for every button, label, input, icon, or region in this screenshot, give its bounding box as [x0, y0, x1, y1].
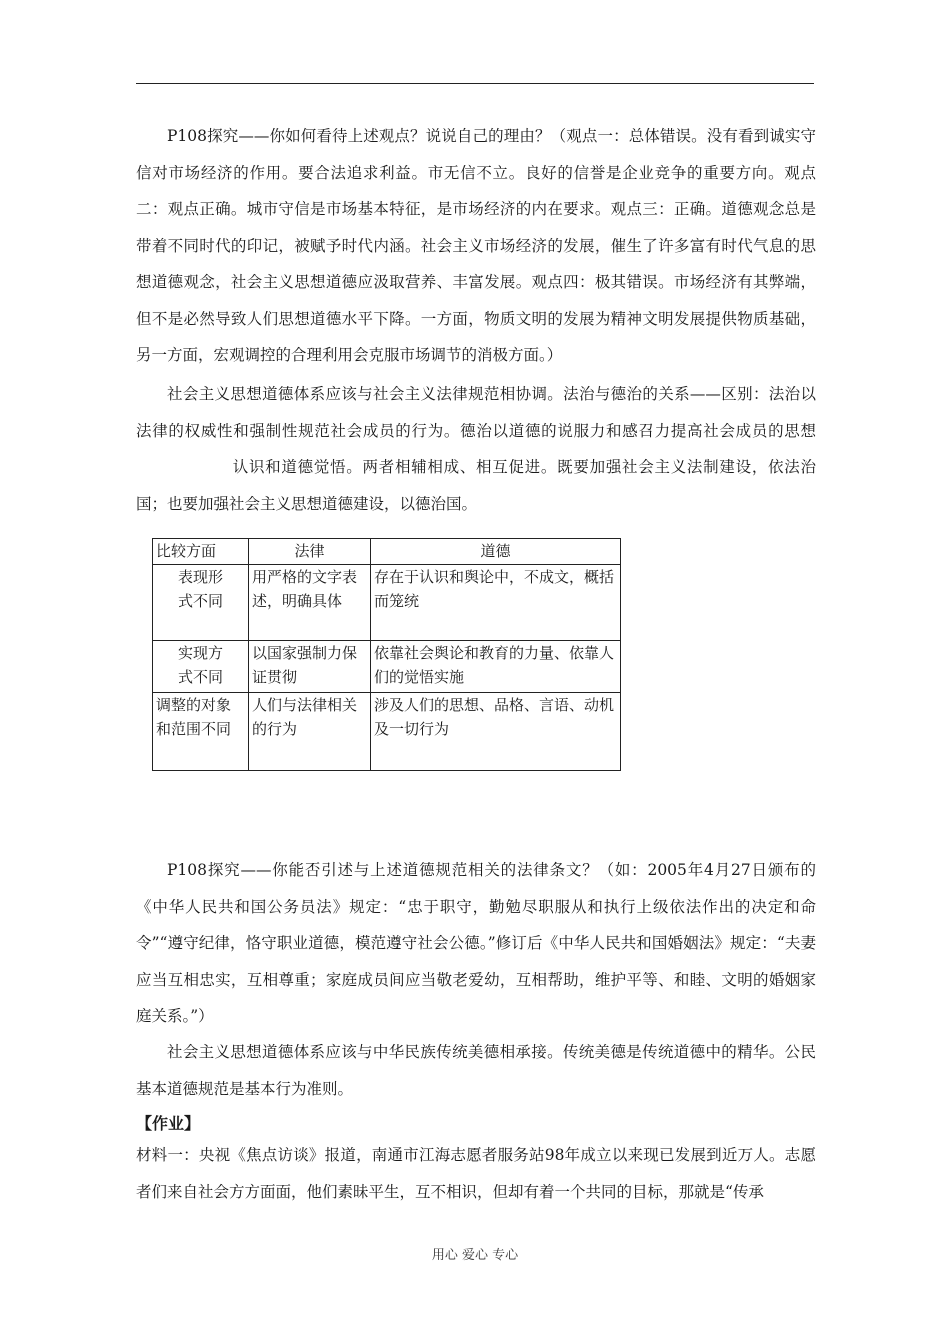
- paragraph-law-morality-part-2: 认识和道德觉悟。两者相辅相成、相互促进。既要加强社会主义法制建设，依法治国；也要加强社会主义思想道德建设，以德治国。: [136, 458, 816, 513]
- homework-heading: 【作业】: [136, 1114, 201, 1133]
- cell-aspect: 调整的对象和范围不同: [153, 692, 249, 770]
- paragraph-material-1: 材料一：央视《焦点访谈》报道，南通市江海志愿者服务站98年成立以来现已发展到近万人。志愿者们来自社会方方面面，他们素昧平生，互不相识，但却有着一个共同的目标，那就是“传承: [136, 1146, 816, 1201]
- paragraph-law-morality: [136, 376, 816, 522]
- cell-morality: 依靠社会舆论和教育的力量、依靠人们的觉悟实施: [371, 640, 621, 692]
- cell-morality: 存在于认识和舆论中，不成文，概括而笼统: [371, 564, 621, 640]
- cell-aspect: 实现方 式不同: [153, 640, 249, 692]
- header-aspect: 比较方面: [153, 539, 249, 565]
- table-row: [153, 564, 621, 640]
- cell-morality: 涉及人们的思想、品格、言语、动机及一切行为: [371, 692, 621, 770]
- header-rule: [136, 83, 814, 84]
- paragraph-explore-2: P108探究——你能否引述与上述道德规范相关的法律条文？（如：2005年4月27日颁布的《中华人民共和国公务员法》规定：“忠于职守，勤勉尽职服从和执行上级依法作出的决定和命令”“遵守纪律，恪守职业道德，模范遵守社会公德。”修订后《中华人民共和国婚姻法》规定：“夫妻应当互相忠实，互相尊重；家庭成员间应当敬老爱幼，互相帮助，维护平等、和睦、文明的婚姻家庭关系。”）: [136, 861, 816, 1025]
- table-header-row: [153, 539, 621, 565]
- paragraph-explore-1: P108探究——你如何看待上述观点？说说自己的理由？（观点一：总体错误。没有看到诚实守信对市场经济的作用。要合法追求利益。市无信不立。良好的信誉是企业竞争的重要方向。观点二：观点正确。城市守信是市场基本特征，是市场经济的内在要求。观点三：正确。道德观念总是带着不同时代的印记，被赋予时代内涵。社会主义市场经济的发展，催生了许多富有时代气息的思想道德观念，社会主义思想道德应汲取营养、丰富发展。观点四：极其错误。市场经济有其弊端，但不是必然导致人们思想道德水平下降。一方面，物质文明的发展为精神文明发展提供物质基础，另一方面，宏观调控的合理利用会克服市场调节的消极方面。）: [136, 127, 816, 364]
- header-morality: 道德: [371, 539, 621, 565]
- header-law: 法律: [249, 539, 371, 565]
- page-footer: 用心 爱心 专心: [431, 1248, 519, 1263]
- table-row: [153, 640, 621, 692]
- cell-aspect: 表现形 式不同: [153, 564, 249, 640]
- comparison-table: [152, 538, 621, 771]
- cell-law: 以国家强制力保证贯彻: [249, 640, 371, 692]
- table-row: [153, 692, 621, 770]
- paragraph-law-morality-part-1: 社会主义思想道德体系应该与社会主义法律规范相协调。法治与德治的关系——区别：法治以法律的权威性和强制性规范社会成员的行为。德治以道德的说服力和感召力提高社会成员的思想: [136, 385, 816, 440]
- cell-law: 用严格的文字表 述，明确具体: [249, 564, 371, 640]
- paragraph-traditional-virtue: 社会主义思想道德体系应该与中华民族传统美德相承接。传统美德是传统道德中的精华。公民基本道德规范是基本行为准则。: [136, 1043, 816, 1098]
- cell-law: 人们与法律相关的行为: [249, 692, 371, 770]
